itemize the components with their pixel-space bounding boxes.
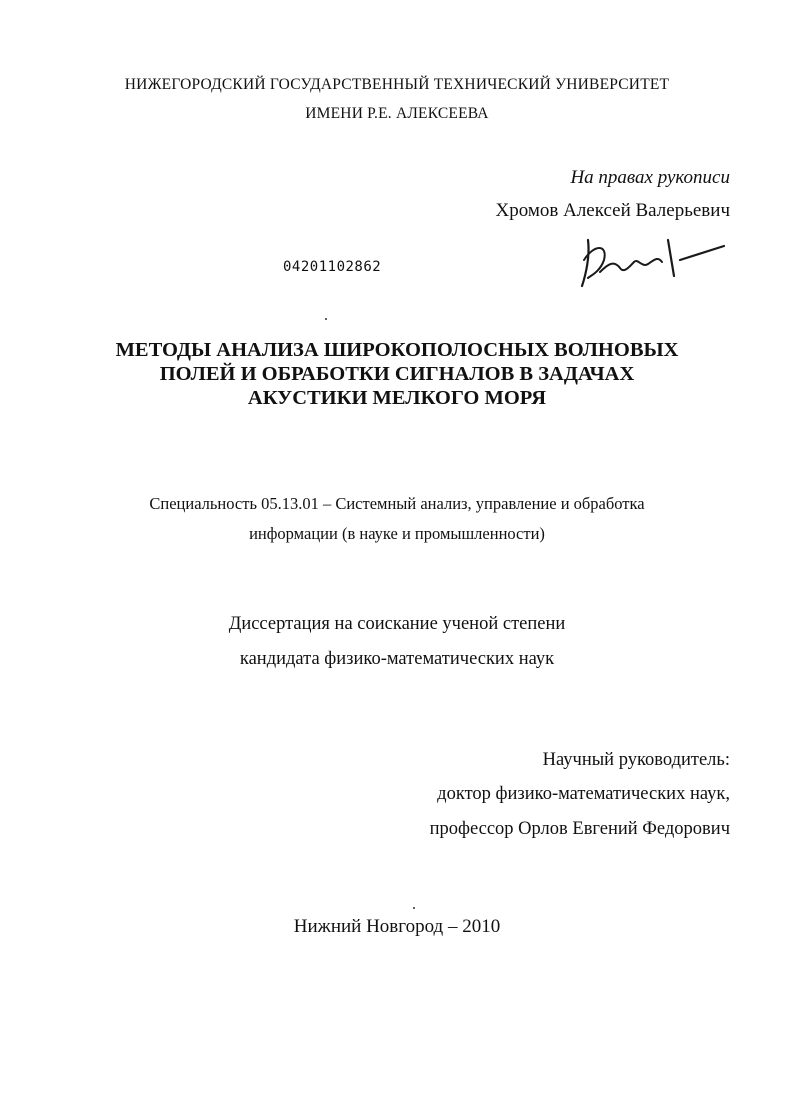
degree-line-1: Диссертация на соискание ученой степени bbox=[228, 614, 566, 634]
manuscript-rights-note: На правах рукописи bbox=[570, 167, 730, 188]
thesis-title-line-1: МЕТОДЫ АНАЛИЗА ШИРОКОПОЛОСНЫХ ВОЛНОВЫХ bbox=[115, 339, 679, 361]
university-name-line-2: ИМЕНИ Р.Е. АЛЕКСЕЕВА bbox=[305, 105, 489, 122]
city-year: Нижний Новгород – 2010 bbox=[293, 916, 501, 937]
university-name-line-1: НИЖЕГОРОДСКИЙ ГОСУДАРСТВЕННЫЙ ТЕХНИЧЕСКИЙ УНИВЕРСИТЕТ bbox=[124, 76, 670, 93]
speciality-line-1: Специальность 05.13.01 – Системный анализ, управление и обработка bbox=[149, 494, 645, 513]
speciality-line-2: информации (в науке и промышленности) bbox=[249, 524, 545, 543]
degree-line-2: кандидата физико-математических наук bbox=[239, 649, 555, 669]
supervisor-name: профессор Орлов Евгений Федорович bbox=[429, 819, 730, 839]
author-signature bbox=[574, 230, 734, 294]
thesis-title-line-3: АКУСТИКИ МЕЛКОГО МОРЯ bbox=[247, 387, 547, 409]
author-name: Хромов Алексей Валерьевич bbox=[495, 200, 730, 221]
thesis-title-line-2: ПОЛЕЙ И ОБРАБОТКИ СИГНАЛОВ В ЗАДАЧАХ bbox=[159, 363, 635, 385]
supervisor-degree: доктор физико-математических наук, bbox=[437, 784, 730, 804]
archive-number: 04201102862 bbox=[283, 259, 382, 275]
supervisor-label: Научный руководитель: bbox=[542, 750, 730, 770]
scan-speck bbox=[325, 318, 327, 320]
scan-speck bbox=[413, 907, 415, 909]
